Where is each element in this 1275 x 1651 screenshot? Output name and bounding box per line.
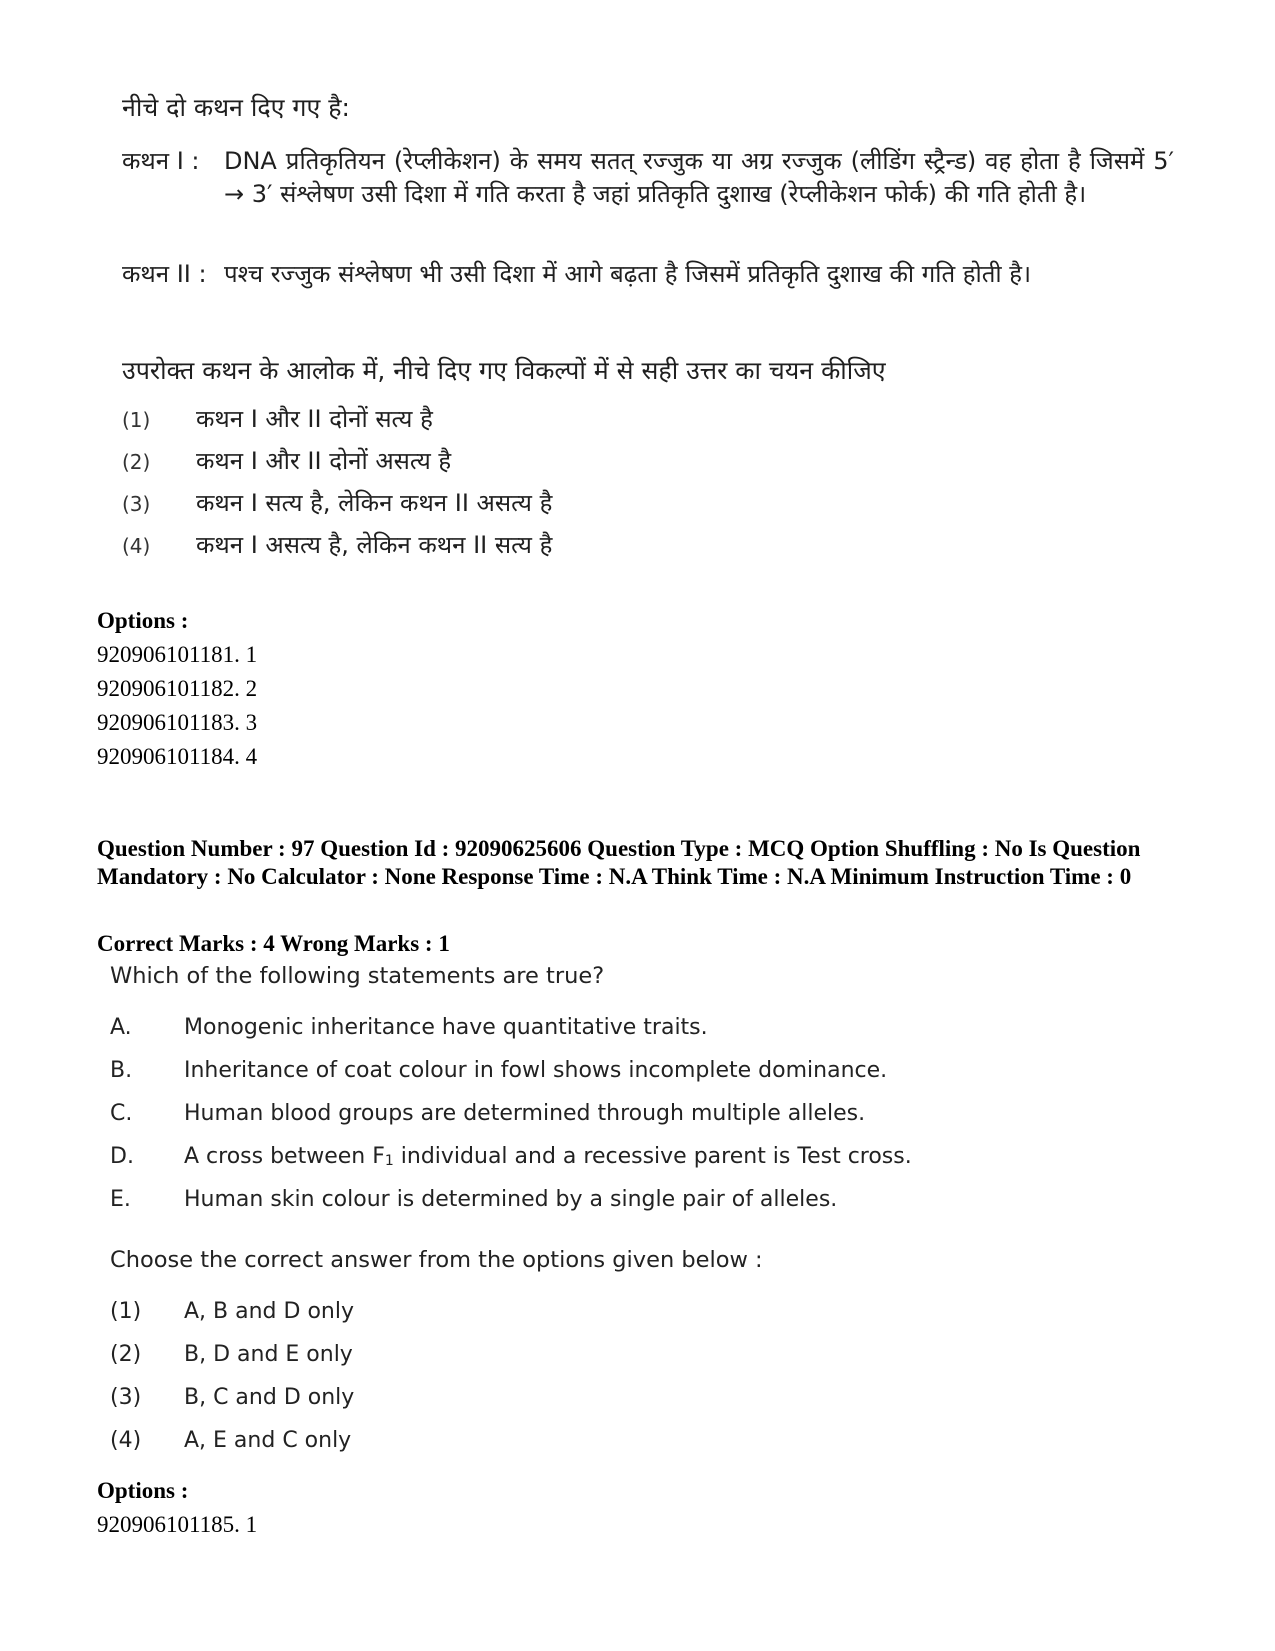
option-id-line: 920906101185. 1 [97, 1512, 258, 1537]
choice-number: (1) [110, 1299, 142, 1324]
statement-text [184, 1144, 912, 1169]
choice-number: (1) [122, 408, 151, 432]
statement-2-label: कथन II : [122, 260, 207, 288]
q97-choose-instruction: Choose the correct answer from the options given below : [110, 1247, 763, 1273]
q97-marks: Correct Marks : 4 Wrong Marks : 1 [97, 931, 450, 956]
statement-text: Human skin colour is determined by a single pair of alleles. [184, 1187, 838, 1212]
statement-text: Inheritance of coat colour in fowl shows incomplete dominance. [184, 1058, 888, 1083]
q96-question: उपरोक्त कथन के आलोक में, नीचे दिए गए विकल्पों में से सही उत्तर का चयन कीजिए [122, 356, 886, 385]
q97-question: Which of the following statements are true? [110, 963, 605, 989]
choice-number: (2) [122, 450, 151, 474]
option-id-line: 920906101183. 3 [97, 710, 258, 735]
choice-text: कथन I असत्य है, लेकिन कथन II सत्य है [196, 531, 553, 559]
choice-text: कथन I और II दोनों असत्य है [196, 447, 452, 475]
statement-text: Human blood groups are determined through multiple alleles. [184, 1101, 866, 1126]
choice-text: कथन I सत्य है, लेकिन कथन II असत्य है [196, 489, 553, 517]
choice-number: (3) [122, 492, 151, 516]
option-id-line: 920906101184. 4 [97, 744, 258, 769]
choice-text: A, B and D only [184, 1299, 354, 1324]
choice-number: (2) [110, 1342, 142, 1367]
choice-number: (3) [110, 1385, 142, 1410]
statement-label: B. [110, 1058, 133, 1083]
statement-label: E. [110, 1187, 131, 1212]
choice-text: B, D and E only [184, 1342, 353, 1367]
statement-text: Monogenic inheritance have quantitative traits. [184, 1015, 708, 1040]
statement-label: A. [110, 1015, 132, 1040]
statement-1-text: DNA प्रतिकृतियन (रेप्लीकेशन) के समय सतत् रज्जुक या अग्र रज्जुक (लीडिंग स्ट्रैन्ड) वह होता है जिसमें 5′ → 3′ संश्लेषण उसी दिशा में गति करता है जहां प्रतिकृति दुशाख (रेप्लीकेशन फोर्क) की गति होती है। [224, 147, 1174, 208]
choice-text: B, C and D only [184, 1385, 355, 1410]
q96-options-label: Options : [97, 608, 189, 633]
q97-metadata: Question Number : 97 Question Id : 92090625606 Question Type : MCQ Option Shuffling : No Is Question Mandatory : No Calculator : None Response Time : N.A Think Time : N.A Minimum Instruction Time : 0 [97, 836, 1141, 889]
q96-intro: नीचे दो कथन दिए गए है: [122, 93, 350, 122]
option-id-line: 920906101182. 2 [97, 676, 258, 701]
choice-text: कथन I और II दोनों सत्य है [196, 405, 433, 433]
choice-number: (4) [110, 1428, 142, 1453]
choice-text: A, E and C only [184, 1428, 352, 1453]
statement-label: D. [110, 1144, 134, 1169]
choice-number: (4) [122, 534, 151, 558]
q97-options-label: Options : [97, 1478, 189, 1503]
statement-2-text: पश्च रज्जुक संश्लेषण भी उसी दिशा में आगे बढ़ता है जिसमें प्रतिकृति दुशाख की गति होती है। [224, 260, 1032, 288]
statement-text-part: A cross between F [184, 1144, 385, 1169]
subscript: 1 [384, 1153, 394, 1169]
statement-text-part: individual and a recessive parent is Test cross. [393, 1144, 912, 1169]
statement-label: C. [110, 1101, 133, 1126]
statement-1-label: कथन I : [122, 147, 200, 175]
option-id-line: 920906101181. 1 [97, 642, 258, 667]
